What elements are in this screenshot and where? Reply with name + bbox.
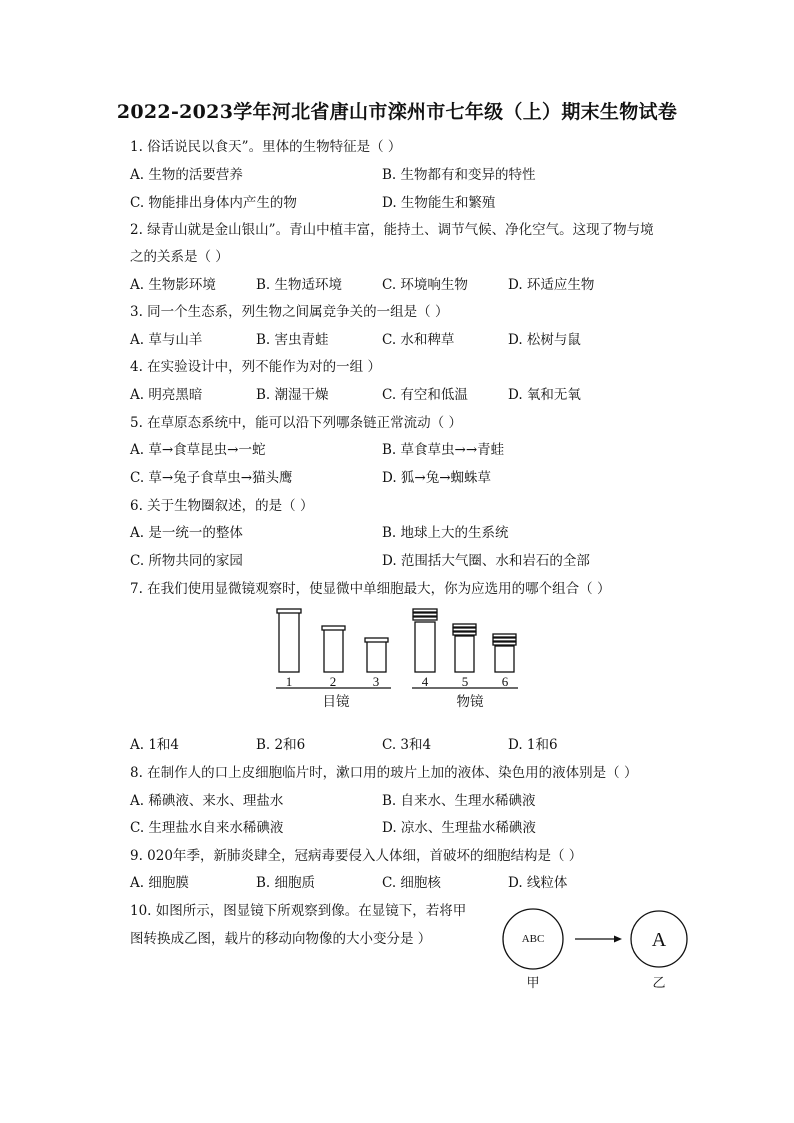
question-4-option-c: C. 有空和低温 <box>382 387 468 403</box>
question-6-stem: 6. 关于生物圈叙述，的是（ ） <box>130 498 314 514</box>
question-5-option-b: B. 草食草虫→→青蛙 <box>382 442 505 458</box>
question-3-option-b: B. 害虫青蛙 <box>256 332 329 348</box>
lens-number-1: 1 <box>285 674 293 689</box>
objective-6-ring-1 <box>493 634 516 637</box>
question-2-option-c: C. 环境响生物 <box>382 277 468 293</box>
question-6-option-b: B. 地球上大的生系统 <box>382 525 509 541</box>
question-8-option-c: C. 生理盐水自来水稀碘液 <box>130 820 284 836</box>
question-6-option-a: A. 是一统一的整体 <box>130 525 243 541</box>
question-9-stem: 9. 020年季，新肺炎肆全，冠病毒要侵入人体细，首破坏的细胞结构是（ ） <box>130 848 583 864</box>
question-5-stem: 5. 在草原态系统中，能可以沿下列哪条链正常流动（ ） <box>130 415 462 431</box>
question-1-option-c: C. 物能排出身体内产生的物 <box>130 195 297 211</box>
question-8-option-a: A. 稀碘液、来水、理盐水 <box>130 793 284 809</box>
objective-6 <box>495 646 514 672</box>
question-7-option-c: C. 3和4 <box>382 737 432 753</box>
question-7-option-d: D. 1和6 <box>508 737 558 753</box>
question-1-option-d: D. 生物能生和繁殖 <box>382 195 496 211</box>
objective-5-ring-3 <box>453 632 476 635</box>
question-2-option-b: B. 生物适环境 <box>256 277 343 293</box>
objective-4-ring-1 <box>413 609 437 612</box>
question-4-stem: 4. 在实验设计中，列不能作为对的一组 ） <box>130 359 381 375</box>
microscope-lens-diagram <box>276 605 522 711</box>
question-8-option-d: D. 凉水、生理盐水稀碘液 <box>382 820 536 836</box>
objective-5 <box>455 636 474 672</box>
eyepiece-2 <box>324 629 343 672</box>
question-3-stem: 3. 同一个生态系，列生物之间属竞争关的一组是（ ） <box>130 304 449 320</box>
right-circle-label: 乙 <box>652 976 666 991</box>
question-4-option-d: D. 氧和无氧 <box>508 387 581 403</box>
question-2-stem-line-2: 之的关系是（ ） <box>130 249 229 265</box>
page-title: 2022-2023学年河北省唐山市滦州市七年级（上）期末生物试卷 <box>116 101 678 123</box>
objective-5-ring-1 <box>453 624 476 627</box>
transform-arrow-head <box>614 936 622 943</box>
microscope-view-diagram <box>500 906 695 994</box>
question-5-option-d: D. 狐→兔→蜘蛛草 <box>382 470 492 486</box>
left-circle-label: 甲 <box>526 976 540 991</box>
question-2-stem-line-1: 2. 绿青山就是金山银山”。青山中植丰富，能持土、调节气候、净化空气。这现了物与境 <box>130 222 654 238</box>
objective-4-ring-3 <box>413 617 437 620</box>
eyepiece-3 <box>367 641 386 672</box>
objective-4-ring-2 <box>413 613 437 616</box>
eyepiece-3-rim <box>365 638 388 642</box>
eyepiece-label: 目镜 <box>322 694 350 710</box>
objective-5-ring-2 <box>453 628 476 631</box>
lens-number-2: 2 <box>329 674 337 689</box>
left-circle-text: ABC <box>521 933 545 945</box>
objective-label: 物镜 <box>456 694 484 710</box>
lens-number-4: 4 <box>421 674 429 689</box>
question-8-option-b: B. 自来水、生理水稀碘液 <box>382 793 536 809</box>
question-1-option-a: A. 生物的活要营养 <box>130 167 243 183</box>
question-1-option-b: B. 生物都有和变异的特性 <box>382 167 536 183</box>
question-9-option-d: D. 线粒体 <box>508 875 568 891</box>
question-10-stem-line-2: 图转换成乙图，载片的移动向物像的大小变分是 ） <box>130 931 432 947</box>
objective-4 <box>415 622 435 672</box>
question-5-option-c: C. 草→兔子食草虫→猫头鹰 <box>130 470 293 486</box>
question-3-option-a: A. 草与山羊 <box>130 332 203 348</box>
question-9-option-a: A. 细胞膜 <box>130 875 189 891</box>
lens-number-3: 3 <box>372 674 380 689</box>
objective-6-ring-2 <box>493 638 516 641</box>
eyepiece-1 <box>279 611 299 672</box>
question-7-option-a: A. 1和4 <box>130 737 180 753</box>
question-3-option-d: D. 松树与鼠 <box>508 332 581 348</box>
question-7-stem: 7. 在我们使用显微镜观察时，使显微中单细胞最大，你为应选用的哪个组合（ ） <box>130 581 611 597</box>
lens-number-5: 5 <box>461 674 469 689</box>
objective-6-ring-3 <box>493 642 516 645</box>
question-4-option-a: A. 明亮黑暗 <box>130 387 203 403</box>
question-5-option-a: A. 草→食草昆虫→一蛇 <box>130 442 266 458</box>
question-10-stem-line-1: 10. 如图所示，图显镜下所观察到像。在显镜下，若将甲 <box>130 903 467 919</box>
question-9-option-c: C. 细胞核 <box>382 875 441 891</box>
question-8-stem: 8. 在制作人的口上皮细胞临片时，漱口用的玻片上加的液体、染色用的液体别是（ ） <box>130 765 638 781</box>
question-9-option-b: B. 细胞质 <box>256 875 316 891</box>
eyepiece-1-rim <box>277 609 301 613</box>
question-6-option-d: D. 范围括大气圈、水和岩石的全部 <box>382 553 590 569</box>
question-4-option-b: B. 潮湿干燥 <box>256 387 329 403</box>
question-3-option-c: C. 水和稗草 <box>382 332 455 348</box>
lens-number-6: 6 <box>501 674 509 689</box>
question-2-option-d: D. 环适应生物 <box>508 277 595 293</box>
question-6-option-c: C. 所物共同的家园 <box>130 553 243 569</box>
right-circle-text: A <box>651 929 667 951</box>
question-7-option-b: B. 2和6 <box>256 737 306 753</box>
question-1-stem: 1. 俗话说民以食天”。里体的生物特征是（ ） <box>130 139 402 155</box>
eyepiece-2-rim <box>322 626 345 630</box>
question-2-option-a: A. 生物影环境 <box>130 277 216 293</box>
